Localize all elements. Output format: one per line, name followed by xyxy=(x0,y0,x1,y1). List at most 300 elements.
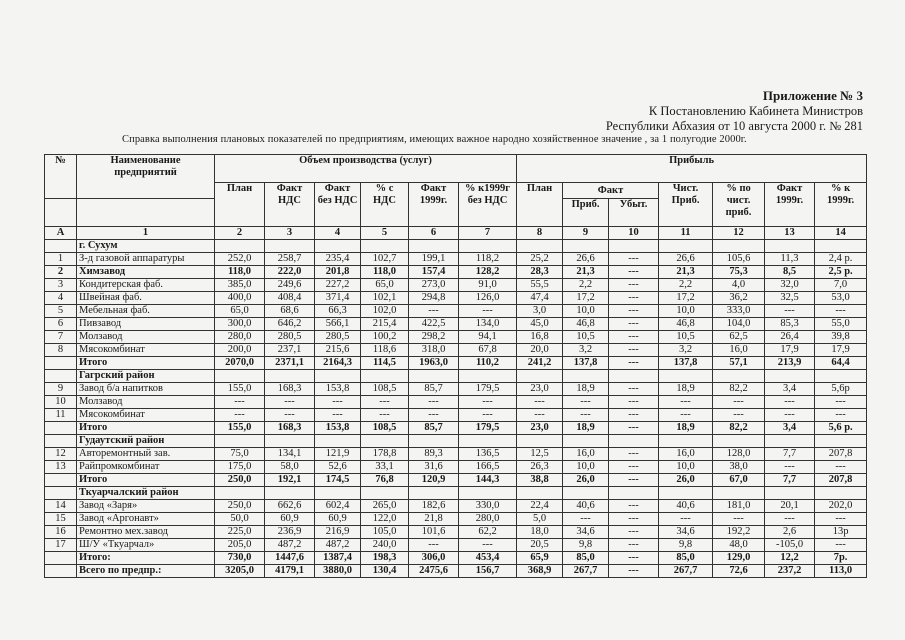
value-cell: 60,9 xyxy=(315,513,361,526)
value-cell: --- xyxy=(459,396,517,409)
value-cell: 55,0 xyxy=(815,318,867,331)
value-cell: 23,0 xyxy=(517,383,563,396)
row-number: 11 xyxy=(45,409,77,422)
value-cell: --- xyxy=(609,331,659,344)
value-cell: 94,1 xyxy=(459,331,517,344)
value-cell: 129,0 xyxy=(713,552,765,565)
section-empty-cell xyxy=(215,487,265,500)
value-cell: 730,0 xyxy=(215,552,265,565)
value-cell: 156,7 xyxy=(459,565,517,578)
value-cell: 10,0 xyxy=(563,461,609,474)
value-cell: --- xyxy=(517,396,563,409)
value-cell: 128,2 xyxy=(459,266,517,279)
value-cell: 10,0 xyxy=(563,305,609,318)
value-cell: 157,4 xyxy=(409,266,459,279)
value-cell: --- xyxy=(765,396,815,409)
value-cell: --- xyxy=(609,279,659,292)
value-cell: 300,0 xyxy=(215,318,265,331)
value-cell: --- xyxy=(361,409,409,422)
value-cell: 182,6 xyxy=(409,500,459,513)
section-empty-cell xyxy=(609,240,659,253)
index-cell: 13 xyxy=(765,227,815,240)
value-cell: 39,8 xyxy=(815,331,867,344)
section-empty-cell xyxy=(563,370,609,383)
value-cell: 121,9 xyxy=(315,448,361,461)
value-cell: 85,7 xyxy=(409,422,459,435)
value-cell: --- xyxy=(609,305,659,318)
header-plan: План xyxy=(215,183,265,227)
value-cell: --- xyxy=(609,565,659,578)
value-cell: --- xyxy=(765,513,815,526)
value-cell: 58,0 xyxy=(265,461,315,474)
section-empty-cell xyxy=(609,370,659,383)
value-cell: 298,2 xyxy=(409,331,459,344)
value-cell: --- xyxy=(609,396,659,409)
value-cell: --- xyxy=(609,539,659,552)
value-cell: 21,3 xyxy=(659,266,713,279)
value-cell: 385,0 xyxy=(215,279,265,292)
value-cell: 318,0 xyxy=(409,344,459,357)
section-empty-cell xyxy=(215,370,265,383)
value-cell: 82,2 xyxy=(713,422,765,435)
value-cell: 17,2 xyxy=(563,292,609,305)
value-cell: 137,8 xyxy=(563,357,609,370)
index-cell: 10 xyxy=(609,227,659,240)
value-cell: 85,3 xyxy=(765,318,815,331)
section-empty-cell xyxy=(517,370,563,383)
value-cell: 237,1 xyxy=(265,344,315,357)
index-cell: А xyxy=(45,227,77,240)
table-row xyxy=(45,383,867,396)
header-fact-vat: Факт НДС xyxy=(265,183,315,227)
row-number: 8 xyxy=(45,344,77,357)
value-cell: 1447,6 xyxy=(265,552,315,565)
value-cell: 66,3 xyxy=(315,305,361,318)
index-cell: 1 xyxy=(77,227,215,240)
value-cell: 2070,0 xyxy=(215,357,265,370)
enterprise-name: Ремонтно мех.завод xyxy=(77,526,215,539)
value-cell: 67,8 xyxy=(459,344,517,357)
enterprise-name: З-д газовой аппаратуры xyxy=(77,253,215,266)
value-cell: 26,0 xyxy=(659,474,713,487)
value-cell: 179,5 xyxy=(459,383,517,396)
header-profit-plan: План xyxy=(517,183,563,227)
row-number xyxy=(45,565,77,578)
value-cell: 34,6 xyxy=(659,526,713,539)
header-name: Наименование предприятий xyxy=(77,155,215,199)
value-cell: 207,8 xyxy=(815,474,867,487)
section-empty-cell xyxy=(713,435,765,448)
header-fact-1999: Факт 1999г. xyxy=(409,183,459,227)
value-cell: 199,1 xyxy=(409,253,459,266)
section-empty-cell xyxy=(815,435,867,448)
section-empty-cell xyxy=(315,487,361,500)
enterprise-name: Всего по предпр.: xyxy=(77,565,215,578)
row-number: 14 xyxy=(45,500,77,513)
value-cell: 118,6 xyxy=(361,344,409,357)
value-cell: 213,9 xyxy=(765,357,815,370)
value-cell: 280,5 xyxy=(315,331,361,344)
row-number: 5 xyxy=(45,305,77,318)
value-cell: --- xyxy=(713,409,765,422)
value-cell: 487,2 xyxy=(315,539,361,552)
value-cell: 85,0 xyxy=(563,552,609,565)
value-cell: 2,2 xyxy=(659,279,713,292)
value-cell: 17,2 xyxy=(659,292,713,305)
row-number xyxy=(45,422,77,435)
value-cell: 4179,1 xyxy=(265,565,315,578)
section-empty-cell xyxy=(815,370,867,383)
value-cell: 192,2 xyxy=(713,526,765,539)
value-cell: 3,0 xyxy=(517,305,563,318)
value-cell: 105,0 xyxy=(361,526,409,539)
table-row xyxy=(45,396,867,409)
value-cell: 105,6 xyxy=(713,253,765,266)
value-cell: 75,3 xyxy=(713,266,765,279)
table-row xyxy=(45,539,867,552)
value-cell: 252,0 xyxy=(215,253,265,266)
table-row xyxy=(45,266,867,279)
value-cell: 108,5 xyxy=(361,422,409,435)
value-cell: 20,5 xyxy=(517,539,563,552)
value-cell: 64,4 xyxy=(815,357,867,370)
value-cell: 108,5 xyxy=(361,383,409,396)
value-cell: 34,6 xyxy=(563,526,609,539)
value-cell: --- xyxy=(815,513,867,526)
table-row xyxy=(45,344,867,357)
value-cell: 7,0 xyxy=(815,279,867,292)
value-cell: 602,4 xyxy=(315,500,361,513)
value-cell: 26,6 xyxy=(563,253,609,266)
value-cell: 76,8 xyxy=(361,474,409,487)
value-cell: 60,9 xyxy=(265,513,315,526)
value-cell: 47,4 xyxy=(517,292,563,305)
value-cell: --- xyxy=(765,409,815,422)
value-cell: 1963,0 xyxy=(409,357,459,370)
value-cell: 82,2 xyxy=(713,383,765,396)
value-cell: 258,7 xyxy=(265,253,315,266)
value-cell: 216,9 xyxy=(315,526,361,539)
value-cell: 3205,0 xyxy=(215,565,265,578)
value-cell: 249,6 xyxy=(265,279,315,292)
value-cell: --- xyxy=(815,305,867,318)
table-row xyxy=(45,461,867,474)
section-empty-cell xyxy=(215,435,265,448)
row-number: 1 xyxy=(45,253,77,266)
value-cell: 16,0 xyxy=(713,344,765,357)
value-cell: 280,0 xyxy=(215,331,265,344)
table-row xyxy=(45,292,867,305)
value-cell: 104,0 xyxy=(713,318,765,331)
value-cell: 18,9 xyxy=(659,422,713,435)
value-cell: 198,3 xyxy=(361,552,409,565)
value-cell: 192,1 xyxy=(265,474,315,487)
value-cell: 16,8 xyxy=(517,331,563,344)
value-cell: 21,3 xyxy=(563,266,609,279)
value-cell: 126,0 xyxy=(459,292,517,305)
value-cell: 26,0 xyxy=(563,474,609,487)
value-cell: 134,0 xyxy=(459,318,517,331)
table-row xyxy=(45,318,867,331)
value-cell: 55,5 xyxy=(517,279,563,292)
enterprise-name: Итого xyxy=(77,422,215,435)
section-empty-cell xyxy=(361,487,409,500)
value-cell: 7р. xyxy=(815,552,867,565)
section-empty-cell xyxy=(361,435,409,448)
index-cell: 12 xyxy=(713,227,765,240)
table-caption: Справка выполнения плановых показателей по предприятиям, имеющих важное народно хозяйственное значение , за 1 полугодие 2000г. xyxy=(122,134,747,145)
header-pct-1999: % к1999г без НДС xyxy=(459,183,517,227)
index-cell: 7 xyxy=(459,227,517,240)
value-cell: 10,0 xyxy=(659,305,713,318)
section-empty-cell xyxy=(713,370,765,383)
value-cell: 18,0 xyxy=(517,526,563,539)
section-number-cell xyxy=(45,435,77,448)
value-cell: 26,3 xyxy=(517,461,563,474)
enterprise-name: Молзавод xyxy=(77,331,215,344)
row-number: 4 xyxy=(45,292,77,305)
section-empty-cell xyxy=(265,370,315,383)
section-name: Ткуарчалский район xyxy=(77,487,215,500)
value-cell: 175,0 xyxy=(215,461,265,474)
value-cell: --- xyxy=(609,552,659,565)
value-cell: 36,2 xyxy=(713,292,765,305)
value-cell: 16,0 xyxy=(563,448,609,461)
value-cell: 2,5 р. xyxy=(815,266,867,279)
value-cell: 10,5 xyxy=(659,331,713,344)
section-empty-cell xyxy=(713,487,765,500)
section-empty-cell xyxy=(765,370,815,383)
index-cell: 3 xyxy=(265,227,315,240)
value-cell: 32,0 xyxy=(765,279,815,292)
value-cell: 267,7 xyxy=(563,565,609,578)
value-cell: 250,0 xyxy=(215,500,265,513)
value-cell: --- xyxy=(609,500,659,513)
value-cell: 40,6 xyxy=(659,500,713,513)
index-cell: 11 xyxy=(659,227,713,240)
value-cell: --- xyxy=(609,318,659,331)
row-number: 7 xyxy=(45,331,77,344)
value-cell: 153,8 xyxy=(315,422,361,435)
section-number-cell xyxy=(45,240,77,253)
value-cell: 32,5 xyxy=(765,292,815,305)
value-cell: 222,0 xyxy=(265,266,315,279)
value-cell: 118,0 xyxy=(361,266,409,279)
value-cell: --- xyxy=(409,396,459,409)
value-cell: 3,4 xyxy=(765,383,815,396)
value-cell: 102,1 xyxy=(361,292,409,305)
value-cell: 38,8 xyxy=(517,474,563,487)
table-row xyxy=(45,305,867,318)
section-empty-cell xyxy=(815,487,867,500)
value-cell: 10,0 xyxy=(659,461,713,474)
value-cell: 128,0 xyxy=(713,448,765,461)
value-cell: 46,8 xyxy=(659,318,713,331)
value-cell: 122,0 xyxy=(361,513,409,526)
section-empty-cell xyxy=(409,487,459,500)
section-name: Гудаутский район xyxy=(77,435,215,448)
section-name: г. Сухум xyxy=(77,240,215,253)
header-profit-pct-1999: % к 1999г. xyxy=(815,183,867,227)
table-row xyxy=(45,500,867,513)
value-cell: 65,0 xyxy=(361,279,409,292)
header-profit: Прибыль xyxy=(517,155,867,183)
value-cell: 227,2 xyxy=(315,279,361,292)
value-cell: --- xyxy=(563,396,609,409)
section-empty-cell xyxy=(713,240,765,253)
value-cell: --- xyxy=(609,344,659,357)
value-cell: --- xyxy=(609,526,659,539)
header-pct-vat: % с НДС xyxy=(361,183,409,227)
value-cell: 237,2 xyxy=(765,565,815,578)
value-cell: --- xyxy=(315,396,361,409)
appendix-title: Приложение № 3 xyxy=(762,88,863,103)
enterprise-name: Пивзавод xyxy=(77,318,215,331)
header-volume: Объем производства (услуг) xyxy=(215,155,517,183)
value-cell: 21,8 xyxy=(409,513,459,526)
value-cell: 166,5 xyxy=(459,461,517,474)
section-empty-cell xyxy=(563,240,609,253)
section-empty-cell xyxy=(459,370,517,383)
value-cell: 330,0 xyxy=(459,500,517,513)
value-cell: 9,8 xyxy=(659,539,713,552)
row-number: 2 xyxy=(45,266,77,279)
value-cell: 9,8 xyxy=(563,539,609,552)
value-cell: 114,5 xyxy=(361,357,409,370)
value-cell: 2164,3 xyxy=(315,357,361,370)
enterprise-name: Кондитерская фаб. xyxy=(77,279,215,292)
value-cell: 65,0 xyxy=(215,305,265,318)
value-cell: --- xyxy=(409,539,459,552)
value-cell: 101,6 xyxy=(409,526,459,539)
value-cell: 3880,0 xyxy=(315,565,361,578)
section-empty-cell xyxy=(409,370,459,383)
section-number-cell xyxy=(45,487,77,500)
value-cell: 646,2 xyxy=(265,318,315,331)
value-cell: 136,5 xyxy=(459,448,517,461)
index-cell: 6 xyxy=(409,227,459,240)
value-cell: 207,8 xyxy=(815,448,867,461)
value-cell: 168,3 xyxy=(265,422,315,435)
value-cell: --- xyxy=(215,409,265,422)
value-cell: 102,0 xyxy=(361,305,409,318)
enterprise-name: Молзавод xyxy=(77,396,215,409)
enterprise-name: Итого xyxy=(77,357,215,370)
row-number: 6 xyxy=(45,318,77,331)
section-empty-cell xyxy=(659,435,713,448)
value-cell: 110,2 xyxy=(459,357,517,370)
index-cell: 4 xyxy=(315,227,361,240)
value-cell: --- xyxy=(609,383,659,396)
value-cell: --- xyxy=(563,513,609,526)
value-cell: 75,0 xyxy=(215,448,265,461)
section-empty-cell xyxy=(517,487,563,500)
value-cell: 235,4 xyxy=(315,253,361,266)
enterprise-name: Завод б/а напитков xyxy=(77,383,215,396)
section-name: Гагрский район xyxy=(77,370,215,383)
section-row xyxy=(45,240,867,253)
value-cell: 102,7 xyxy=(361,253,409,266)
value-cell: --- xyxy=(609,409,659,422)
value-cell: --- xyxy=(609,513,659,526)
value-cell: 174,5 xyxy=(315,474,361,487)
table-row xyxy=(45,448,867,461)
row-number: 17 xyxy=(45,539,77,552)
row-number xyxy=(45,474,77,487)
enterprise-name: Итого xyxy=(77,474,215,487)
section-row xyxy=(45,370,867,383)
value-cell: 10,5 xyxy=(563,331,609,344)
section-empty-cell xyxy=(517,240,563,253)
value-cell: 26,6 xyxy=(659,253,713,266)
value-cell: 23,0 xyxy=(517,422,563,435)
indicators-table xyxy=(44,154,867,578)
value-cell: --- xyxy=(815,539,867,552)
value-cell: 200,0 xyxy=(215,344,265,357)
value-cell: 267,7 xyxy=(659,565,713,578)
value-cell: --- xyxy=(315,409,361,422)
value-cell: 137,8 xyxy=(659,357,713,370)
value-cell: --- xyxy=(215,396,265,409)
value-cell: 179,5 xyxy=(459,422,517,435)
enterprise-name: Мясокомбинат xyxy=(77,409,215,422)
row-number xyxy=(45,357,77,370)
value-cell: 17,9 xyxy=(765,344,815,357)
value-cell: --- xyxy=(517,409,563,422)
section-empty-cell xyxy=(315,370,361,383)
table-row xyxy=(45,409,867,422)
value-cell: 89,3 xyxy=(409,448,459,461)
value-cell: 3,4 xyxy=(765,422,815,435)
value-cell: --- xyxy=(609,474,659,487)
value-cell: 566,1 xyxy=(315,318,361,331)
index-cell: 9 xyxy=(563,227,609,240)
decree-date-line: Республики Абхазия от 10 августа 2000 г. № 281 xyxy=(605,119,863,133)
value-cell: 65,9 xyxy=(517,552,563,565)
value-cell: 280,5 xyxy=(265,331,315,344)
section-empty-cell xyxy=(765,240,815,253)
header-number: № xyxy=(45,155,77,199)
value-cell: 40,6 xyxy=(563,500,609,513)
value-cell: 57,1 xyxy=(713,357,765,370)
value-cell: 3,2 xyxy=(563,344,609,357)
value-cell: 5,0 xyxy=(517,513,563,526)
table-row xyxy=(45,526,867,539)
value-cell: 487,2 xyxy=(265,539,315,552)
value-cell: 118,0 xyxy=(215,266,265,279)
value-cell: 2,6 xyxy=(765,526,815,539)
value-cell: 371,4 xyxy=(315,292,361,305)
section-empty-cell xyxy=(459,487,517,500)
table-row xyxy=(45,253,867,266)
section-empty-cell xyxy=(659,487,713,500)
value-cell: 400,0 xyxy=(215,292,265,305)
value-cell: 202,0 xyxy=(815,500,867,513)
value-cell: 22,4 xyxy=(517,500,563,513)
value-cell: --- xyxy=(361,396,409,409)
value-cell: 178,8 xyxy=(361,448,409,461)
enterprise-name: Мясокомбинат xyxy=(77,344,215,357)
value-cell: 85,0 xyxy=(659,552,713,565)
value-cell: 3,2 xyxy=(659,344,713,357)
value-cell: 18,9 xyxy=(659,383,713,396)
row-number: 9 xyxy=(45,383,77,396)
value-cell: --- xyxy=(659,396,713,409)
value-cell: --- xyxy=(459,409,517,422)
total-row xyxy=(45,552,867,565)
value-cell: --- xyxy=(609,253,659,266)
row-number: 10 xyxy=(45,396,77,409)
